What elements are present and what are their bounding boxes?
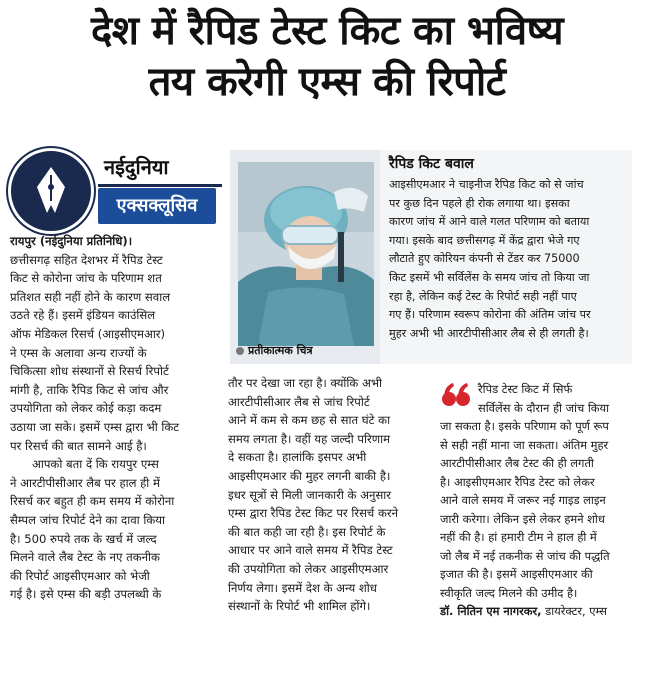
quote-attribution [440,602,634,621]
dateline: रायपुर (नईदुनिया प्रतिनिधि)। [10,234,133,248]
article-line: मिलने वाले लैब टेस्ट के नए तकनीक [10,550,160,565]
article-line: की बात कही जा रही है। इस रिपोर्ट के [228,524,386,539]
article-line: पर रिसर्च की बात सामने आई है। [10,438,147,453]
quote-block [440,380,634,621]
sidebar-line: आइसीएमआर ने चाइनीज रैपिड किट को से जांच [389,178,584,191]
article-line: गई है। इसे एम्स की बड़ी उपलब्धी के [10,587,162,602]
column-1-text [10,251,220,604]
logo-brand-text: नईदुनिया [98,150,222,187]
lab-technician-photo [238,162,374,346]
article-line: उठते रहे हैं। इसमें इंडियन काउंसिल [10,308,156,323]
article-line: किट से कोरोना जांच के परिणाम शत [10,271,162,286]
quote-line: सर्विलेंस के दौरान ही जांच किया [478,400,610,415]
article-line: समय लगता है। वहीं यह जल्दी परिणाम [228,431,391,446]
sidebar-line: मुहर अभी भी आरटीपीसीआर लैब से ही लगती है। [389,326,589,340]
article-line: दे सकता है। हालांकि इसपर अभी [228,450,367,465]
sidebar-line: गया। इसके बाद छत्तीसगढ़ में केंद्र द्वारा भेजे गए [389,233,580,247]
article-line: उठाया जा सके। इसमें एम्स द्वारा भी किट [10,419,180,434]
sidebar-line: गए हैं। परिणाम स्वरूप कोरोना की अंतिम जांच पर [389,308,591,322]
quote-text [440,380,634,602]
article-line: ऑफ मेडिकल रिसर्च (आइसीएमआर) [10,326,166,341]
article-line: तौर पर देखा जा रहा है। क्योंकि अभी [228,376,383,390]
photo-panel [230,150,380,364]
article-line: रिसर्च कर बहुत ही कम समय में कोरोना [10,494,175,509]
bullet-dot-icon [236,347,244,355]
quote-line: इजात की है। इसमें आइसीएमआर की [440,567,593,581]
quote-line: जा सकता है। इसके परिणाम को पूर्ण रूप [440,419,609,433]
article-line: ने आरटीपीसीआर लैब पर हाल ही में [10,475,160,490]
exclusive-badge: एक्सक्लूसिव [98,188,216,224]
logo-emblem [8,148,94,234]
quote-designation: डायरेक्टर, एम्स [545,604,607,618]
quote-line: जारी करेगा। लेकिन इसे लेकर हमने शोध [440,511,605,526]
sidebar-line: पर कुछ दिन पहले ही रोक लगाया था। इसका [389,196,570,210]
article-line: सैम्पल जांच रिपोर्ट देने का दावा किया [10,512,165,527]
quote-line: है। आइसीएमआर रैपिड टेस्ट को लेकर [440,474,595,489]
naidunia-exclusive-logo [8,148,222,228]
article-line: प्रतिशत सही नहीं होने के कारण सवाल [10,289,171,304]
sidebar-title: रैपिड किट बवाल [389,156,474,172]
quote-line: आने वाले समय में जरूर नई गाइड लाइन [440,493,606,507]
article-line: आपको बता दें कि रायपुर एम्स [32,457,159,472]
sidebar-text [389,176,627,343]
article-line: आइसीएमआर की मुहर लगनी बाकी है। [228,468,391,483]
pen-nib-icon [33,165,69,215]
article-line: चिकित्सा शोध संस्थानों से रिसर्च रिपोर्ट [10,364,169,379]
article-line: मांगी है, ताकि रैपिड किट से जांच और [10,382,169,397]
sidebar-line: लौटाते हुए कोरियन कंपनी से टेंडर कर 75000 [389,252,580,266]
article-line: आने में कम से कम छह से सात घंटे का [228,413,391,428]
article-line: ने एम्स के अलावा अन्य राज्यों के [10,345,147,360]
article-line: है। 500 रुपये तक के खर्च में जल्द [10,531,157,546]
quote-line: से सही नहीं माना जा सकता। अंतिम मुहर [440,437,609,452]
article-line: संस्थानों के रिपोर्ट भी शामिल होंगे। [228,599,371,614]
article-line: की रिपोर्ट आइसीएमआर को भेजी [10,568,150,583]
article-column-2 [228,374,434,616]
photo-caption [236,342,313,360]
quote-line: जो लैब में नई तकनीक से जांच की पद्धति [440,548,610,563]
quote-line: रैपिड टेस्ट किट में सिर्फ [478,382,573,396]
article-line: आधार पर आने वाले समय में रैपिड टेस्ट [228,543,393,558]
quote-author: डॉ. नितिन एम नागरकर, [440,604,542,618]
headline [0,6,654,108]
headline-line-1: देश में रैपिड टेस्ट किट का भविष्य [90,8,564,54]
article-column-1 [10,232,220,604]
article-line: छत्तीसगढ़ सहित देशभर में रैपिड टेस्ट [10,252,163,267]
article-line: उपयोगिता को लेकर कोई कड़ा कदम [10,401,162,416]
sidebar-line: किट इसमें भी सर्विलेंस के समय जांच तो किया जा [389,270,590,284]
article-line: की उपयोगिता को लेकर आइसीएमआर [228,561,389,576]
article-line: आरटीपीसीआर लैब से जांच रिपोर्ट [228,394,370,409]
quote-line: स्वीकृति जल्द मिलने की उमीद है। [440,585,578,600]
quote-line: नहीं की है। हां हमारी टीम ने हाल ही में [440,530,597,544]
sidebar-line: रहा है, लेकिन कई टेस्ट के रिपोर्ट सही नहीं पाए [389,289,577,303]
article-line: इधर सूत्रों से मिली जानकारी के अनुसार [228,487,392,502]
article-line: निर्णय लेगा। इसमें देश के अन्य शोध [228,580,377,595]
photo-caption-text: प्रतीकात्मक चित्र [248,344,313,357]
quote-line: आरटीपीसीआर लैब टेस्ट की ही लगती [440,456,594,470]
article-line: एम्स द्वारा रैपिड टेस्ट किट पर रिसर्च करने [228,506,399,521]
sidebar-line: कारण जांच में आने वाले गलत परिणाम को बताया [389,215,590,229]
headline-line-2: तय करेगी एम्स की रिपोर्ट [148,59,506,105]
